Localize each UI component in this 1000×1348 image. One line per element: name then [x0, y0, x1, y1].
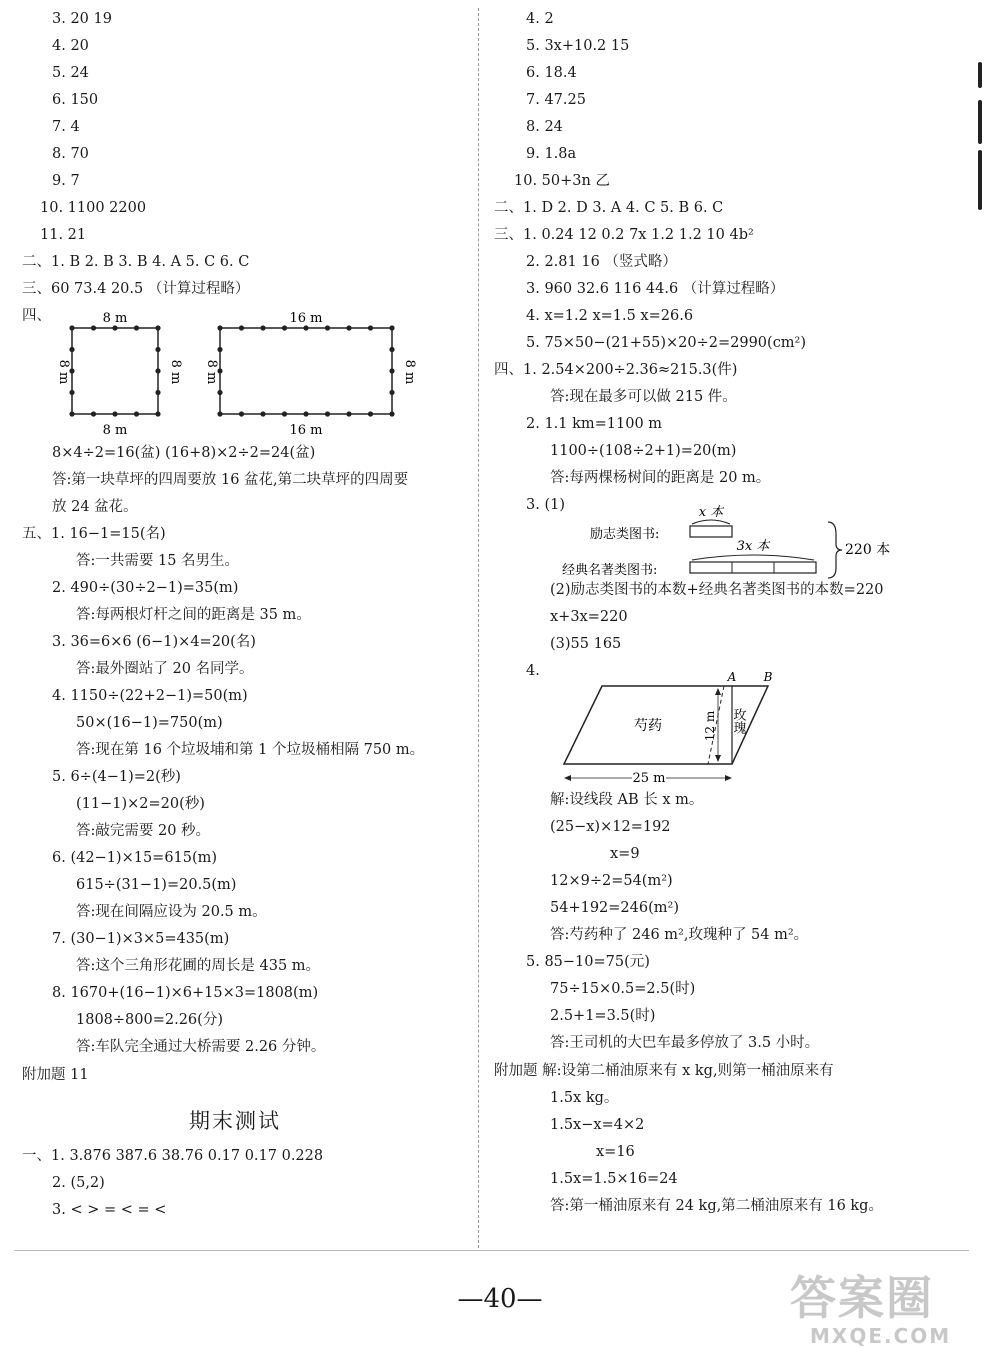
rect-lawn — [220, 328, 392, 414]
rect1-right-label: 8 m — [168, 359, 183, 385]
flower-pot-dot — [239, 325, 244, 330]
left-answer-line: 答:敲完需要 20 秒。 — [76, 823, 211, 839]
left-answer-line: 答:每两根灯杆之间的距离是 35 m。 — [76, 607, 311, 623]
left-answer-line: 三、60 73.4 20.5 （计算过程略） — [22, 281, 250, 297]
watermark — [790, 1262, 952, 1348]
left-answer-line: 4. 1150÷(22+2−1)=50(m) — [52, 688, 248, 704]
left-answer-line: 5. 24 — [52, 65, 89, 81]
watermark-main: 答案圈 — [790, 1271, 934, 1325]
rect2-left-label: 8 m — [204, 359, 219, 385]
rose-label: 玫瑰 — [730, 708, 746, 734]
flower-pot-dot — [346, 325, 351, 330]
lawn-figure — [50, 310, 430, 440]
flower-pot-dot — [69, 411, 74, 416]
right-answer-line: 四、1. 2.54×200÷2.36≈215.3(件) — [494, 362, 738, 378]
flower-pot-dot — [91, 411, 96, 416]
left-answer-line: 2. 490÷(30÷2−1)=35(m) — [52, 580, 239, 596]
rect2-top-label: 16 m — [289, 311, 323, 326]
left-answer-line: 3. 20 19 — [52, 11, 112, 27]
total-books-label: 220 本 — [845, 542, 891, 558]
right-answer-line: 6. 18.4 — [526, 65, 577, 81]
flower-pot-dot — [389, 411, 394, 416]
right-answer-line: 解:设线段 AB 长 x m。 — [550, 792, 704, 808]
left-answer-line: 答:车队完全通过大桥需要 2.26 分钟。 — [76, 1039, 326, 1055]
left-answer-line: 答:这个三角形花圃的周长是 435 m。 — [76, 958, 321, 974]
book-diagram — [560, 502, 920, 584]
flower-pot-dot — [112, 325, 117, 330]
flower-pot-dot — [389, 368, 394, 373]
left-answer-line: 7. (30−1)×3×5=435(m) — [52, 931, 230, 947]
left-answer-line: 附加题 11 — [22, 1067, 89, 1083]
flower-pot-dot — [282, 325, 287, 330]
inspire-label: 励志类图书: — [590, 527, 660, 542]
flower-pot-dot — [112, 411, 117, 416]
flower-pot-dot — [260, 411, 265, 416]
flower-pot-dots — [69, 325, 394, 416]
flower-pot-dot — [155, 411, 160, 416]
flower-pot-dot — [282, 411, 287, 416]
right-answer-line: 1.5x kg。 — [550, 1090, 619, 1106]
left-answer-line: 8×4÷2=16(盆) (16+8)×2÷2=24(盆) — [52, 445, 316, 461]
square-lawn — [72, 328, 158, 414]
flower-pot-dot — [91, 325, 96, 330]
right-answer-line: 1100÷(108÷2+1)=20(m) — [550, 443, 737, 459]
left-answer-line: 一、1. 3.876 387.6 38.76 0.17 0.17 0.228 — [22, 1148, 324, 1164]
column-divider — [478, 8, 479, 1248]
right-answer-line: 10. 50+3n 乙 — [514, 173, 610, 189]
left-answer-line: 答:第一块草坪的四周要放 16 盆花,第二块草坪的四周要 — [52, 472, 409, 488]
garden-figure — [556, 668, 796, 790]
flower-pot-dot — [69, 325, 74, 330]
flower-pot-dot — [325, 325, 330, 330]
right-answer-line: 2. 2.81 16 （竖式略） — [526, 254, 677, 270]
peony-label: 芍药 — [634, 718, 662, 734]
left-answer-line: 四、 — [22, 308, 51, 324]
classic-bar — [690, 562, 816, 573]
left-answer-line: 11. 21 — [40, 227, 87, 243]
binding-mark — [978, 62, 982, 88]
right-answer-line: 54+192=246(m²) — [550, 900, 679, 916]
right-answer-line: x+3x=220 — [550, 609, 628, 625]
left-answer-line: 10. 1100 2200 — [40, 200, 147, 216]
rect1-top-label: 8 m — [102, 311, 128, 326]
right-answer-line: 4. — [526, 663, 540, 679]
left-answer-line: 放 24 盆花。 — [52, 499, 138, 515]
left-answer-line: 4. 20 — [52, 38, 89, 54]
page-number: —40— — [457, 1284, 543, 1314]
flower-pot-dot — [134, 411, 139, 416]
left-answer-line: 8. 70 — [52, 146, 89, 162]
left-answer-line: 50×(16−1)=750(m) — [76, 715, 223, 731]
left-answer-line: 答:最外圈站了 20 名同学。 — [76, 661, 254, 677]
right-answer-line: 答:现在最多可以做 215 件。 — [550, 389, 737, 405]
flower-pot-dot — [368, 411, 373, 416]
rect1-left-label: 8 m — [56, 359, 71, 385]
x-brace — [692, 520, 730, 524]
three-x-books-label: 3x 本 — [736, 539, 770, 554]
left-answer-line: 1808÷800=2.26(分) — [76, 1012, 223, 1028]
left-answer-line: (11−1)×2=20(秒) — [76, 796, 205, 812]
left-answer-line: 答:一共需要 15 名男生。 — [76, 553, 240, 569]
flower-pot-dot — [134, 325, 139, 330]
right-answer-line: 1.5x−x=4×2 — [550, 1117, 645, 1133]
right-answer-line: 4. x=1.2 x=1.5 x=26.6 — [526, 308, 694, 324]
binding-mark — [978, 100, 982, 144]
flower-pot-dot — [239, 411, 244, 416]
base-label: 25 m — [632, 771, 666, 786]
right-answer-line: 2. 1.1 km=1100 m — [526, 416, 663, 432]
flower-pot-dot — [217, 411, 222, 416]
right-answer-line: 4. 2 — [526, 11, 554, 27]
flower-pot-dot — [155, 325, 160, 330]
right-answer-line: 5. 85−10=75(元) — [526, 954, 650, 970]
right-answer-line: 12×9÷2=54(m²) — [550, 873, 673, 889]
x-books-label: x 本 — [698, 505, 724, 520]
right-answer-line: 7. 47.25 — [526, 92, 586, 108]
right-answer-line: 3. 960 32.6 116 44.6 （计算过程略） — [526, 281, 785, 297]
flower-pot-dot — [155, 368, 160, 373]
right-answer-line: x=9 — [610, 846, 640, 862]
left-answer-line: 5. 6÷(4−1)=2(秒) — [52, 769, 181, 785]
left-answer-line: 6. (42−1)×15=615(m) — [52, 850, 218, 866]
right-answer-line: 5. 75×50−(21+55)×20÷2=2990(cm²) — [526, 335, 807, 351]
left-answer-line: 2. (5,2) — [52, 1175, 105, 1191]
right-answer-line: 答:王司机的大巴车最多停放了 3.5 小时。 — [550, 1035, 820, 1051]
flower-pot-dot — [155, 347, 160, 352]
right-answer-line: 3. (1) — [526, 497, 565, 513]
left-answer-line: 6. 150 — [52, 92, 99, 108]
footer-rule — [14, 1250, 969, 1251]
flower-pot-dot — [346, 411, 351, 416]
right-answer-line: 5. 3x+10.2 15 — [526, 38, 630, 54]
right-answer-line: 答:第一桶油原来有 24 kg,第二桶油原来有 16 kg。 — [550, 1198, 883, 1214]
left-answer-line: 答:现在第 16 个垃圾埔和第 1 个垃圾桶相隔 750 m。 — [76, 742, 425, 758]
rect2-bottom-label: 16 m — [289, 423, 323, 438]
point-b-label: B — [763, 670, 773, 684]
height-label: 12 m — [703, 710, 717, 742]
right-answer-line: 答:每两棵杨树间的距离是 20 m。 — [550, 470, 771, 486]
left-answer-line: 7. 4 — [52, 119, 80, 135]
section-title: 期末测试 — [189, 1109, 281, 1133]
flower-pot-dot — [217, 347, 222, 352]
left-answer-line: 3. 36=6×6 (6−1)×4=20(名) — [52, 634, 256, 650]
right-answer-line: x=16 — [596, 1144, 635, 1160]
flower-pot-dot — [368, 325, 373, 330]
left-answer-line: 8. 1670+(16−1)×6+15×3=1808(m) — [52, 985, 319, 1001]
flower-pot-dot — [389, 325, 394, 330]
flower-pot-dot — [69, 390, 74, 395]
right-answer-line: 2.5+1=3.5(时) — [550, 1008, 656, 1024]
flower-pot-dot — [217, 390, 222, 395]
flower-pot-dot — [303, 325, 308, 330]
left-answer-line: 二、1. B 2. B 3. B 4. A 5. C 6. C — [22, 254, 250, 270]
flower-pot-dot — [155, 390, 160, 395]
right-answer-line: 75÷15×0.5=2.5(时) — [550, 981, 696, 997]
rect1-bottom-label: 8 m — [102, 423, 128, 438]
total-brace — [828, 522, 842, 578]
right-answer-line: 二、1. D 2. D 3. A 4. C 5. B 6. C — [494, 200, 724, 216]
inspire-bar — [690, 526, 732, 537]
classic-label: 经典名著类图书: — [562, 563, 658, 578]
right-answer-line: (3)55 165 — [550, 636, 622, 652]
right-answer-line: 8. 24 — [526, 119, 563, 135]
left-answer-line: 答:现在间隔应设为 20.5 m。 — [76, 904, 267, 920]
three-x-brace — [692, 555, 814, 560]
right-answer-line: 附加题 解:设第二桶油原来有 x kg,则第一桶油原来有 — [494, 1063, 834, 1079]
point-a-label: A — [727, 670, 737, 684]
left-answer-line: 五、1. 16−1=15(名) — [22, 526, 166, 542]
left-answer-line: 3. < > = < = < — [52, 1202, 167, 1218]
left-answer-line: 615÷(31−1)=20.5(m) — [76, 877, 237, 893]
binding-mark — [978, 150, 982, 210]
right-answer-line: 1.5x=1.5×16=24 — [550, 1171, 678, 1187]
right-answer-line: 三、1. 0.24 12 0.2 7x 1.2 1.2 10 4b² — [494, 227, 754, 243]
rect2-right-label: 8 m — [402, 359, 417, 385]
flower-pot-dot — [217, 325, 222, 330]
flower-pot-dot — [389, 390, 394, 395]
flower-pot-dot — [325, 411, 330, 416]
left-answer-line: 9. 7 — [52, 173, 80, 189]
watermark-sub: MXQE.COM — [810, 1324, 952, 1348]
right-answer-line: 答:芍药种了 246 m²,玫瑰种了 54 m²。 — [550, 927, 809, 943]
flower-pot-dot — [260, 325, 265, 330]
right-answer-line: (25−x)×12=192 — [550, 819, 671, 835]
right-answer-line: (2)励志类图书的本数+经典名著类图书的本数=220 — [550, 582, 884, 598]
right-answer-line: 9. 1.8a — [526, 146, 577, 162]
flower-pot-dot — [69, 347, 74, 352]
flower-pot-dot — [389, 347, 394, 352]
flower-pot-dot — [303, 411, 308, 416]
